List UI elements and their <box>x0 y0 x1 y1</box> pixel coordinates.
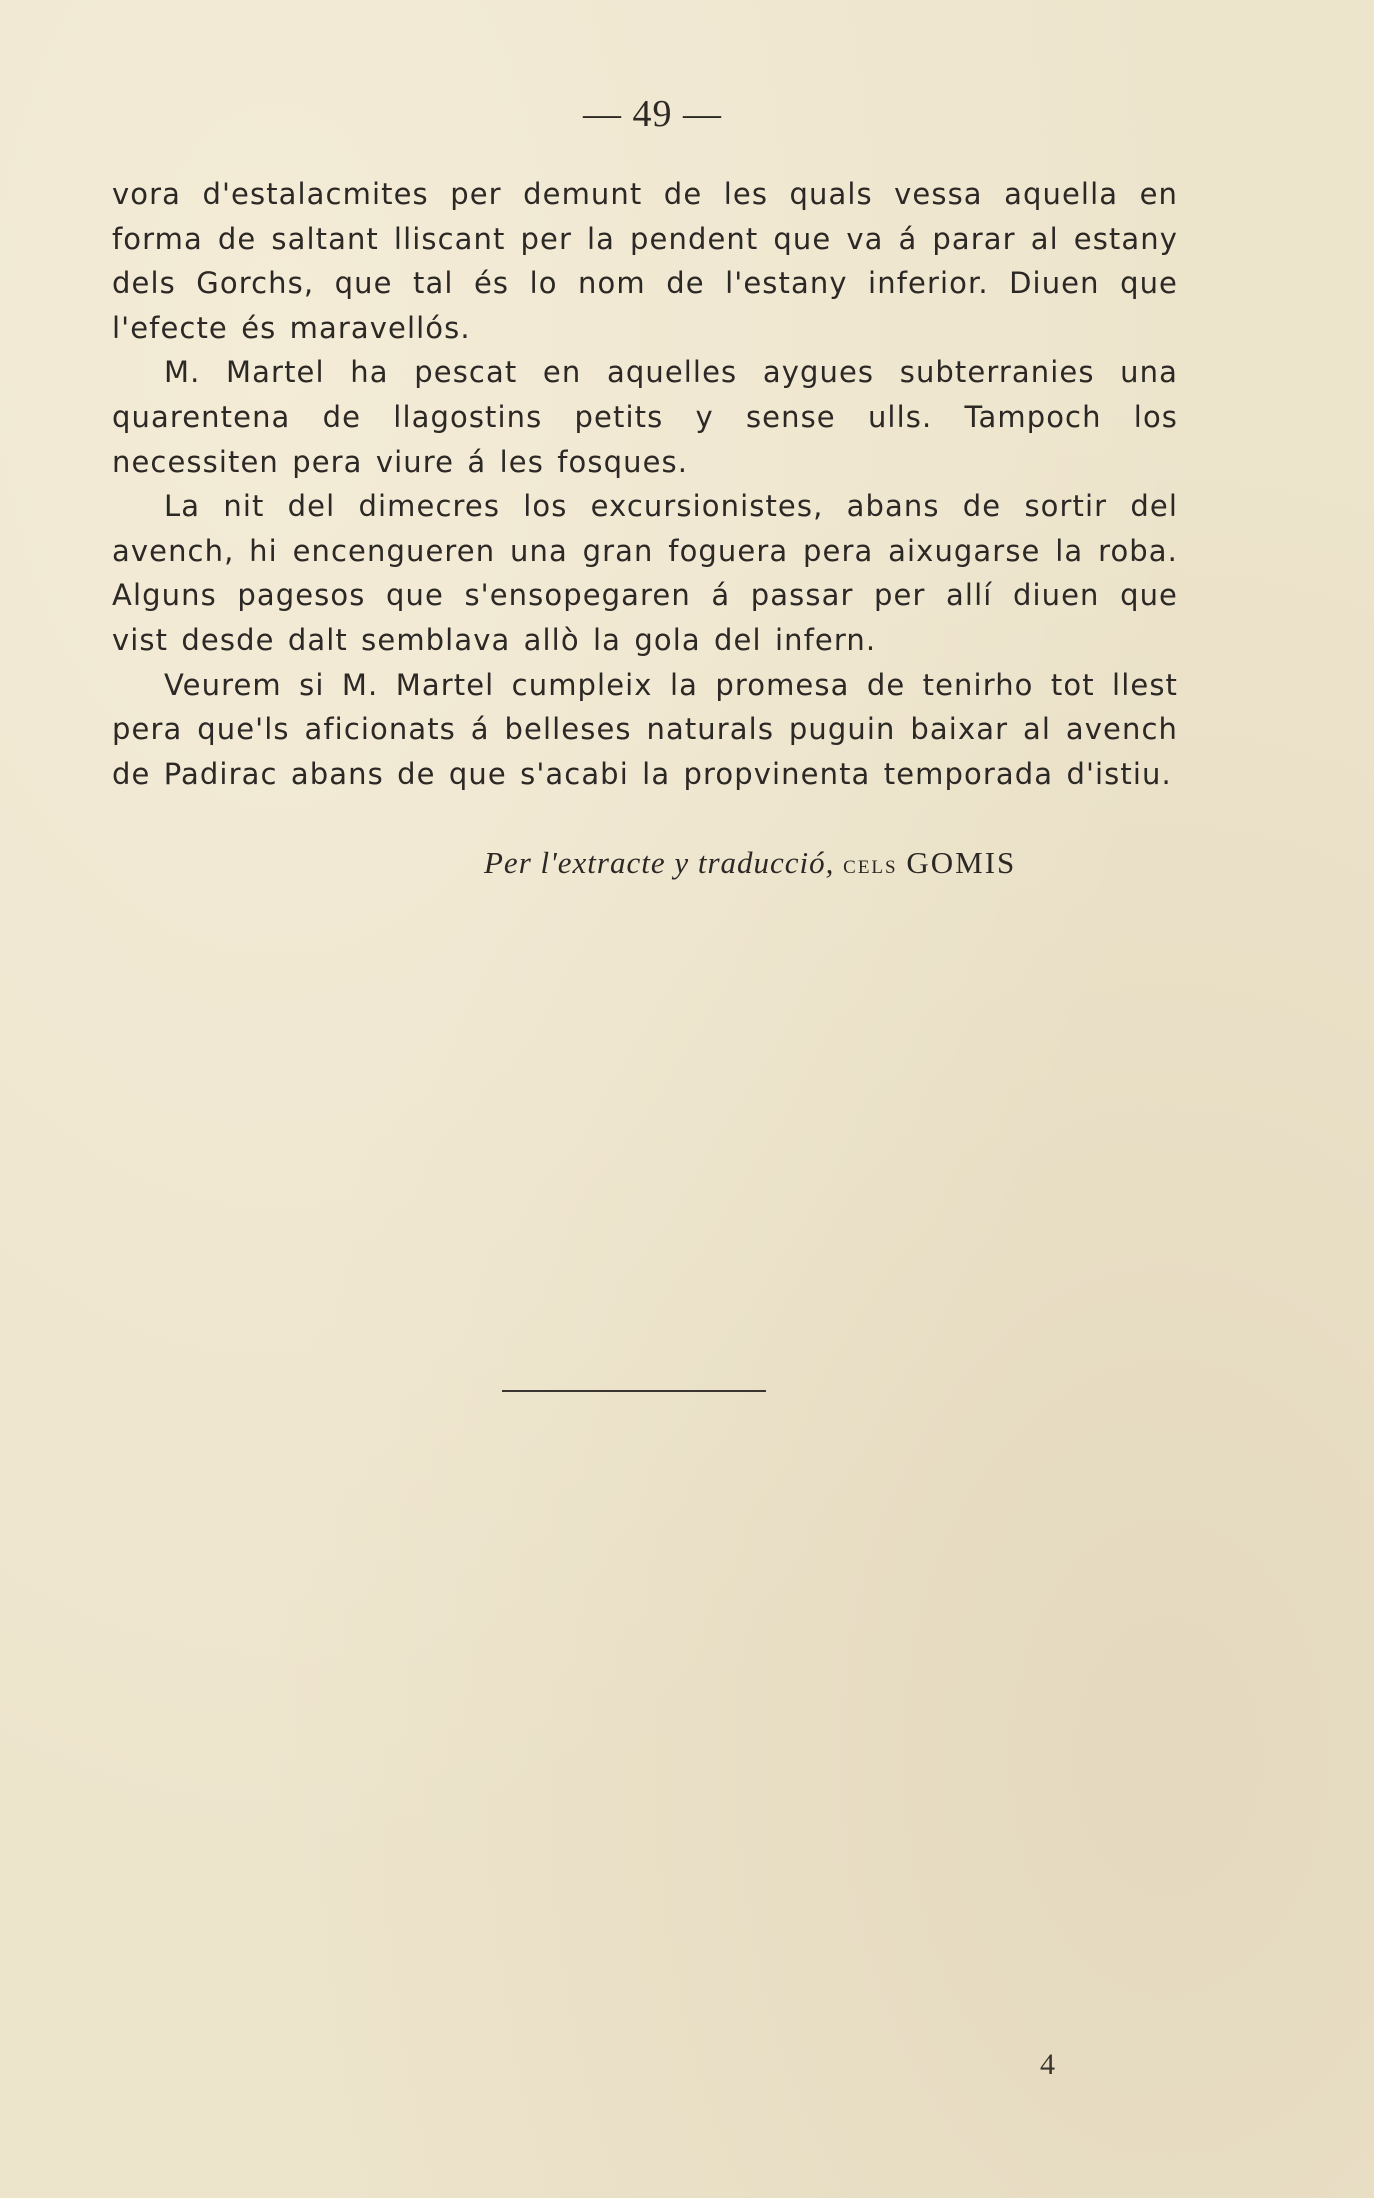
signature-first-name: cels <box>843 849 898 879</box>
signature-surname: GOMIS <box>906 845 1017 880</box>
paragraph: La nit del dimecres los excursionistes, abans de sortir del avench, hi encengueren una gran foguera pera aixugarse la roba. Alguns pagesos que s'ensopegaren á passar per allí diuen que vist desde dalt semblava allò la gola del infern. <box>112 489 1178 657</box>
paragraph: M. Martel ha pescat en aquelles aygues subterranies una quarentena de llagostins petits y sense ulls. Tampoch los necessiten pera viure á les fosques. <box>112 355 1178 479</box>
signature-prefix: Per l'extracte y traducció, <box>484 845 835 880</box>
paragraph: vora d'estalacmites per demunt de les quals vessa aquella en forma de saltant lliscant per la pendent que va á parar al estany dels Gorchs, que tal és lo nom de l'estany inferior. Diuen que l'efecte és maravellós. <box>112 177 1178 345</box>
signature-line <box>484 845 1184 881</box>
sheet-number: 4 <box>1040 2048 1055 2081</box>
paragraph: Veurem si M. Martel cumpleix la promesa de tenirho tot llest pera que'ls aficionats á belleses naturals puguin baixar al avench de Padirac abans de que s'acabi la propvinenta temporada d'istiu. <box>112 667 1178 791</box>
section-divider <box>502 1390 766 1392</box>
body-text <box>112 172 1178 796</box>
page-number: — 49 — <box>583 93 722 135</box>
